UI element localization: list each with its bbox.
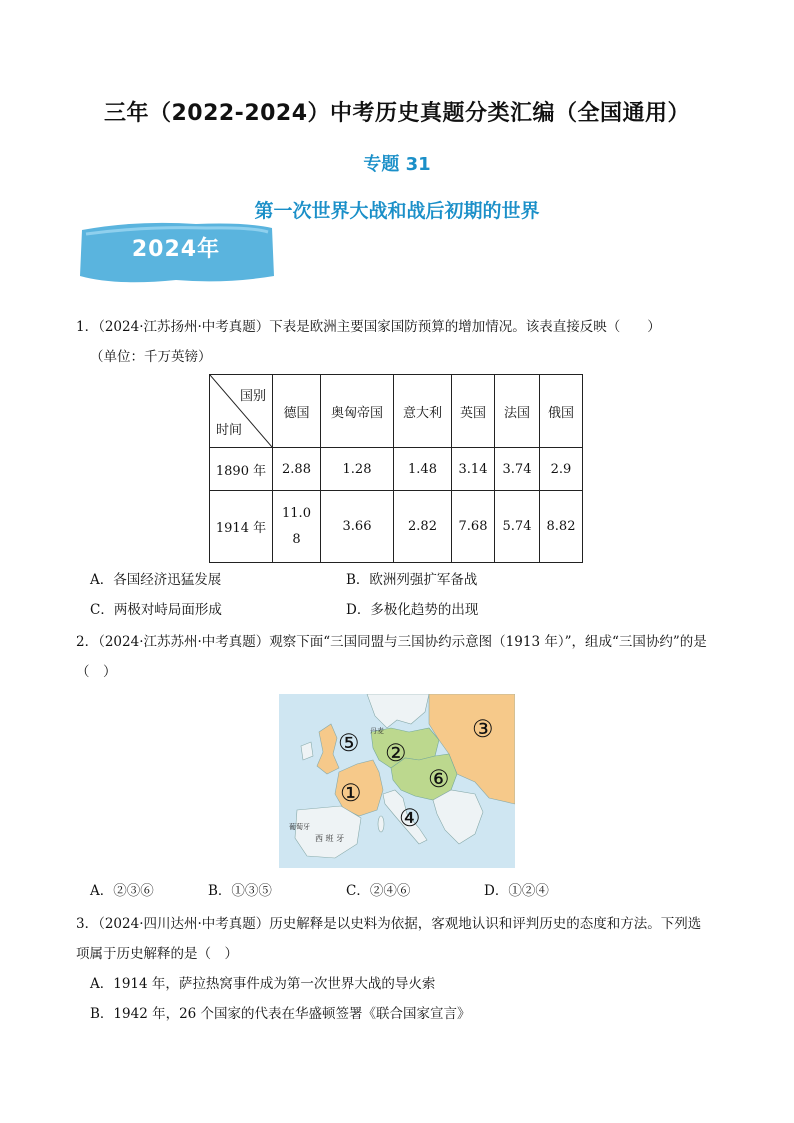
table-cell: 11.0 8 xyxy=(273,491,321,563)
alliance-map xyxy=(279,694,515,868)
q1-option-a[interactable]: A．各国经济迅猛发展 xyxy=(90,572,222,588)
map-sardinia xyxy=(378,816,384,832)
map-label-portugal: 葡萄牙 xyxy=(289,823,310,831)
q1-stem: 1．（2024·江苏扬州·中考真题）下表是欧洲主要国家国防预算的增加情况。该表直接反映（ ） xyxy=(76,319,661,335)
map-marker-4: ④ xyxy=(399,804,421,832)
table-header-cell: 英国 xyxy=(452,375,495,448)
table-year-cell: 1890 年 xyxy=(210,448,273,491)
q3-stem-line1: 3．（2024·四川达州·中考真题）历史解释是以史料为依据，客观地认识和评判历史的态度和方法。下列选 xyxy=(76,916,702,932)
year-badge: 2024年 xyxy=(131,237,221,262)
topic-title: 第一次世界大战和战后初期的世界 xyxy=(254,200,540,222)
table-header-cell: 法国 xyxy=(495,375,540,448)
table-cell: 1.48 xyxy=(394,448,452,491)
table-header-cell: 意大利 xyxy=(394,375,452,448)
table-year-cell: 1914 年 xyxy=(210,491,273,563)
table-cell: 8.82 xyxy=(540,491,583,563)
table-cell: 3.74 xyxy=(495,448,540,491)
table-cell: 1.28 xyxy=(321,448,394,491)
table-corner-cell xyxy=(210,375,273,448)
map-marker-2: ② xyxy=(385,739,407,767)
table-row xyxy=(210,448,583,491)
map-label-spain: 西 班 牙 xyxy=(315,834,345,843)
q1-option-c[interactable]: C．两极对峙局面形成 xyxy=(90,602,222,618)
defense-budget-table xyxy=(209,374,583,563)
table-header-cell: 奥匈帝国 xyxy=(321,375,394,448)
map-marker-1: ① xyxy=(340,779,362,807)
map-label-denmark: 丹麦 xyxy=(370,727,384,735)
q2-option-c[interactable]: C．②④⑥ xyxy=(346,883,411,899)
table-header-cell: 俄国 xyxy=(540,375,583,448)
q2-option-b[interactable]: B．①③⑤ xyxy=(208,883,272,899)
table-cell: 5.74 xyxy=(495,491,540,563)
table-cell: 3.14 xyxy=(452,448,495,491)
q2-stem-line2: （ ） xyxy=(76,664,117,680)
map-marker-3: ③ xyxy=(472,715,494,743)
table-header-cell: 德国 xyxy=(273,375,321,448)
table-cell: 2.88 xyxy=(273,448,321,491)
q3-stem-line2: 项属于历史解释的是（ ） xyxy=(76,946,238,962)
q3-option-a[interactable]: A．1914 年，萨拉热窝事件成为第一次世界大战的导火索 xyxy=(90,976,436,992)
table-cell: 2.9 xyxy=(540,448,583,491)
q2-option-d[interactable]: D．①②④ xyxy=(484,883,549,899)
topic-number: 专题 31 xyxy=(363,154,431,175)
table-cell: 2.82 xyxy=(394,491,452,563)
corner-country-label: 国别 xyxy=(239,389,266,404)
q2-stem-line1: 2．（2024·江苏苏州·中考真题）观察下面“三国同盟与三国协约示意图（1913 年）”，组成“三国协约”的是 xyxy=(76,634,707,650)
map-marker-6: ⑥ xyxy=(428,765,450,793)
table-cell: 3.66 xyxy=(321,491,394,563)
q1-option-d[interactable]: D．多极化趋势的出现 xyxy=(346,602,479,618)
table-header-row xyxy=(210,375,583,448)
q1-option-b[interactable]: B．欧洲列强扩军备战 xyxy=(346,572,478,588)
document-title: 三年（2022-2024）中考历史真题分类汇编（全国通用） xyxy=(103,101,691,126)
q1-unit: （单位：千万英镑） xyxy=(90,349,212,365)
map-marker-5: ⑤ xyxy=(338,729,360,757)
q3-option-b[interactable]: B．1942 年，26 个国家的代表在华盛顿签署《联合国家宣言》 xyxy=(90,1006,471,1022)
q2-option-a[interactable]: A．②③⑥ xyxy=(90,883,154,899)
table-row xyxy=(210,491,583,563)
table-cell: 7.68 xyxy=(452,491,495,563)
corner-time-label: 时间 xyxy=(216,423,243,438)
